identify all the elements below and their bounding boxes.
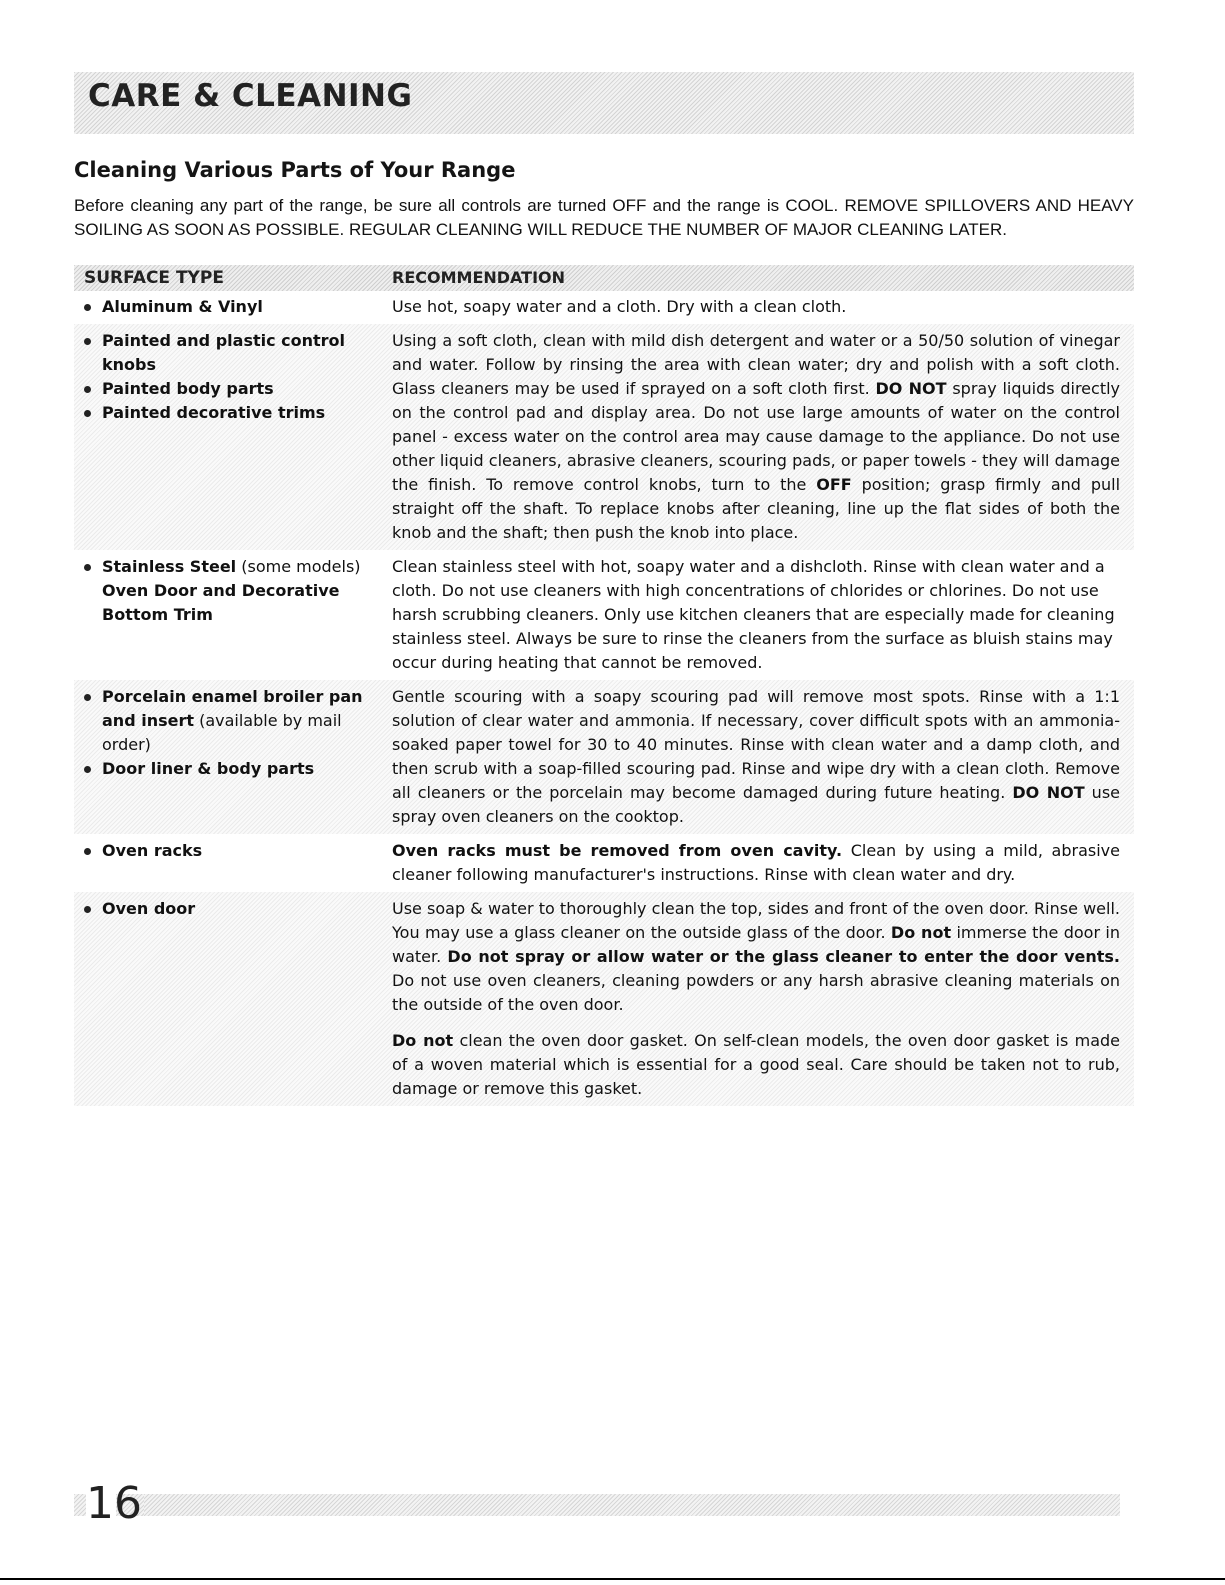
footer-band (144, 1494, 1120, 1516)
surface-cell (74, 685, 392, 829)
recommendation-text: Use soap & water to thoroughly clean the top, sides and front of the oven door. Rinse well. You may use a glass cleaner on the outside glass of the door. Do not immerse the door in water. Do not spray or allow water or the glass cleaner to enter the door vents. Do not use oven cleaners, cleaning powders or any harsh abrasive cleaning materials on the outside of the oven door. (392, 899, 1120, 1014)
surface-item: Porcelain enamel broiler pan and insert (available by mail order) (74, 685, 392, 757)
surface-item: Aluminum & Vinyl (74, 295, 392, 319)
cleaning-table (74, 265, 1134, 1106)
table-row (74, 892, 1134, 1106)
page-number: 16 (86, 1478, 142, 1529)
recommendation-cell (392, 839, 1134, 887)
column-header-recommendation: RECOMMENDATION (392, 268, 566, 287)
table-row (74, 291, 1134, 324)
header-band (74, 72, 1134, 134)
surface-item: Door liner & body parts (74, 757, 392, 781)
surface-cell (74, 295, 392, 319)
surface-cell (74, 555, 392, 675)
surface-cell (74, 897, 392, 1101)
page-header-title: CARE & CLEANING (88, 78, 413, 114)
surface-cell (74, 839, 392, 887)
table-row (74, 550, 1134, 680)
column-header-surface-type: SURFACE TYPE (84, 268, 224, 288)
recommendation-cell (392, 295, 1134, 319)
footer-band-left (74, 1494, 86, 1516)
recommendation-text: Gentle scouring with a soapy scouring pad will remove most spots. Rinse with a 1:1 solution of clear water and ammonia. If necessary, cover difficult spots with an ammonia-soaked paper towel for 30 to 40 minutes. Rinse with clean water and a damp cloth, and then scrub with a soap-filled scouring pad. Rinse and wipe dry with a clean cloth. Remove all cleaners or the porcelain may become damaged during future heating. DO NOT use spray oven cleaners on the cooktop. (392, 687, 1120, 826)
surface-item: Oven racks (74, 839, 392, 863)
recommendation-text: Do not clean the oven door gasket. On self-clean models, the oven door gasket is made of a woven material which is essential for a good seal. Care should be taken not to rub, damage or remove this gasket. (392, 1031, 1121, 1098)
table-row (74, 834, 1134, 892)
bottom-rule (0, 1578, 1225, 1580)
surface-item: Stainless Steel (some models) Oven Door and Decorative Bottom Trim (74, 555, 392, 627)
surface-item: Painted decorative trims (74, 401, 392, 425)
recommendation-text: Using a soft cloth, clean with mild dish detergent and water or a 50/50 solution of vinegar and water. Follow by rinsing the area with clean water; dry and polish with a soft cloth. Glass cleaners may be used if sprayed on a soft cloth first. DO NOT spray liquids directly on the control pad and display area. Do not use large amounts of water on the control panel - excess water on the control area may cause damage to the appliance. Do not use other liquid cleaners, abrasive cleaners, scouring pads, or paper towels - they will damage the finish. To remove control knobs, turn to the OFF position; grasp firmly and pull straight off the shaft. To replace knobs after cleaning, line up the flat sides of both the knob and the shaft; then push the knob into place. (392, 331, 1121, 542)
table-header-row (74, 265, 1134, 291)
recommendation-cell (392, 897, 1134, 1101)
surface-item: Painted body parts (74, 377, 392, 401)
surface-cell (74, 329, 392, 545)
intro-paragraph: Before cleaning any part of the range, be sure all controls are turned OFF and the range is COOL. REMOVE SPILLOVERS AND HEAVY SOILING AS SOON AS POSSIBLE. REGULAR CLEANING WILL REDUCE THE NUMBER OF MAJOR CLEANING LATER. (74, 196, 1134, 239)
recommendation-cell (392, 329, 1134, 545)
section-title: Cleaning Various Parts of Your Range (74, 158, 516, 182)
recommendation-cell (392, 685, 1134, 829)
recommendation-text: Oven racks must be removed from oven cavity. Clean by using a mild, abrasive cleaner following manufacturer's instructions. Rinse with clean water and dry. (392, 841, 1120, 884)
recommendation-cell (392, 555, 1134, 675)
surface-item: Painted and plastic control knobs (74, 329, 392, 377)
recommendation-text: Use hot, soapy water and a cloth. Dry with a clean cloth. (392, 297, 847, 316)
recommendation-text: Clean stainless steel with hot, soapy water and a dishcloth. Rinse with clean water and a cloth. Do not use cleaners with high concentrations of chlorides or chlorines. Do not use harsh scrubbing cleaners. Only use kitchen cleaners that are especially made for cleaning stainless steel. Always be sure to rinse the cleaners from the surface as bluish stains may occur during heating that cannot be removed. (392, 557, 1115, 672)
table-row (74, 324, 1134, 550)
table-row (74, 680, 1134, 834)
surface-item: Oven door (74, 897, 392, 921)
